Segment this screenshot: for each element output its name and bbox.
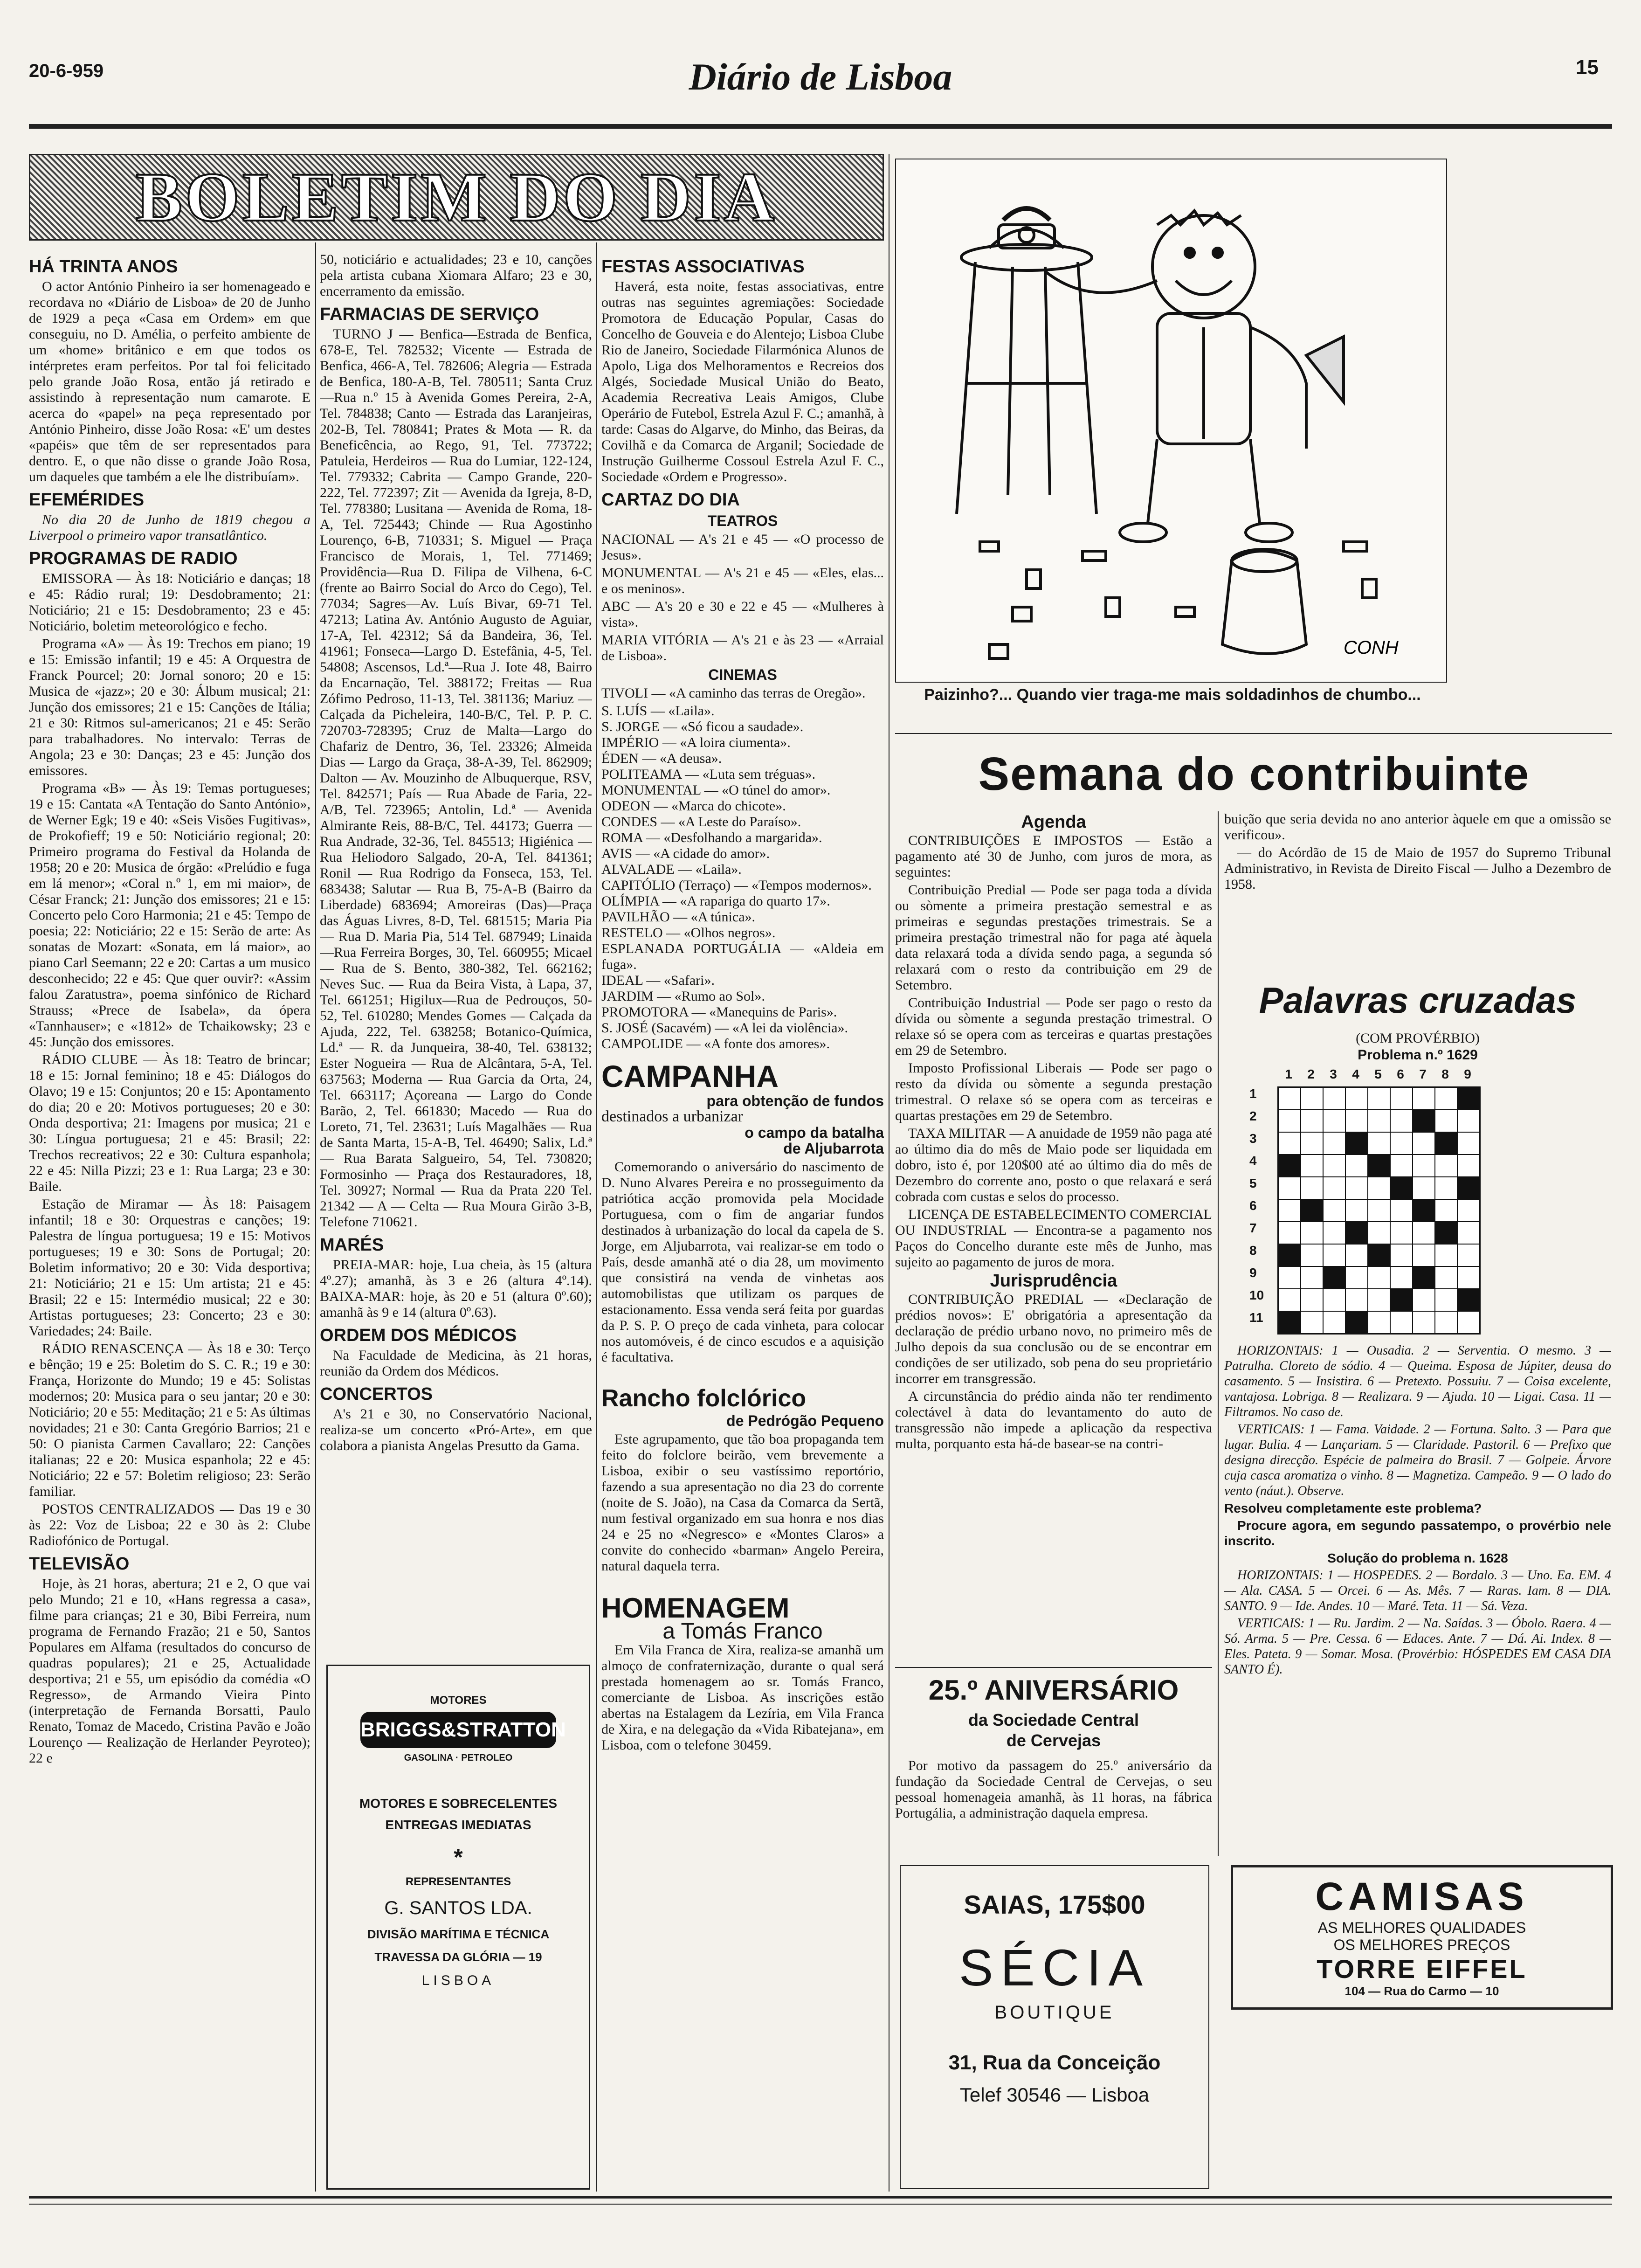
crossword-cell bbox=[1413, 1177, 1435, 1199]
article-text: A's 21 e 30, no Conservatório Nacional, realiza-se um concerto «Pró-Arte», em que colabora a pianista Angelas Presutto da Gama. bbox=[320, 1406, 592, 1453]
ad-line: 31, Rua da Conceição bbox=[948, 2051, 1161, 2074]
clues-vertical: VERTICAIS: 1 — Fama. Vaidade. 2 — Fortuna. Salto. 3 — Para que lugar. Bulia. 4 — Lançariam. 5 — Claridade. Pastoril. 6 — Prefixo que designa direcção. Espécie de palmeira do Brasil. 7 — Golpeie. Árvore cuja casca aromatiza o vinho. 8 — Magnetiza. Campeão. 9 — O lado do vento (náut.). Observe. bbox=[1224, 1422, 1611, 1498]
article-text: EMISSORA — Às 18: Noticiário e danças; 18 e 45: Rádio rural; 19: Desdobramento; 21: Noticiário; 21 e 15: Desdobramento; 23 e 45: Noticiário, boletim meteorológico e fecho. bbox=[29, 571, 310, 634]
crossword-cell bbox=[1301, 1311, 1323, 1334]
crossword-col-numbers bbox=[1277, 1067, 1482, 1082]
crossword-cell bbox=[1390, 1110, 1413, 1132]
semana-title: Semana do contribuinte bbox=[978, 748, 1530, 800]
crossword-cell bbox=[1413, 1132, 1435, 1155]
semana-column-1 bbox=[895, 811, 1212, 1721]
article-text: A circunstância do prédio ainda não ter rendimento colectável à data do levantamento do auto de transgressão não impede a aplicação da respectiva multa, porquanto esta há-de basear-se na contri- bbox=[895, 1389, 1212, 1452]
section-banner bbox=[29, 154, 884, 241]
article-text: Este agrupamento, que tão boa propaganda tem feito do folclore beirão, vem brevemente a Lisboa, exibir o seu vastíssimo reportório, fazendo a sua apresentação no dia 23 do corrente (noite de S. João), na Casa da Comarca da Sertã, num festival organizado em sua honra e nos dias 24 e 25 no «Negresco» e «Montes Claros» a convite do conhecido «barman» Angelo Pereira, natural daquela terra. bbox=[601, 1431, 884, 1574]
crossword-row-numbers bbox=[1249, 1086, 1273, 1333]
homenagem-subtitle: a Tomás Franco bbox=[662, 1619, 823, 1644]
article-text: O actor António Pinheiro ia ser homenageado e recordava no «Diário de Lisboa» de 20 de Junho de 1929 a peça «Casa em Ordem» em que conseguiu, no D. Amélia, o perfeito ambiente de um «home» britânico e em que todos os intérpretes eram perfeitos. Por tal foi felicitado pelo grande João Rosa, então já retirado e assistindo à representação num camarote. E acerca do «papel» na peça representado por António Pinheiro, disse João Rosa: «E' um destes «papéis» que têm de ser representados para dentro. E, o que não disse o grande João Rosa, um daqueles que também a ele lhe distribuíam». bbox=[29, 279, 310, 484]
crossword-cell bbox=[1323, 1311, 1345, 1334]
ad-line: CAMISAS bbox=[1315, 1874, 1529, 1918]
col-number: 7 bbox=[1419, 1067, 1427, 1081]
cartoon-illustration bbox=[896, 159, 1446, 682]
campanha-title: CAMPANHA bbox=[601, 1059, 779, 1093]
solution-vertical: VERTICAIS: 1 — Ru. Jardim. 2 — Na. Saídas. 3 — Óbolo. Raera. 4 — Só. Arma. 5 — Pre. Cessa. 6 — Edaces. Ante. 7 — Dá. Ai. Index. 8 — Eles. Pateta. 9 — Somar. Mosa. (Provérbio: HÓSPEDES EM CASA DIA SANTO É). bbox=[1224, 1616, 1611, 1677]
aniversario-title: 25.º ANIVERSÁRIO bbox=[928, 1674, 1179, 1706]
crossword-cell bbox=[1435, 1222, 1457, 1244]
aniversario-subtitle: de Cervejas bbox=[1006, 1731, 1101, 1750]
ad-line: Telef 30546 — Lisboa bbox=[959, 2084, 1150, 2106]
column-1 bbox=[29, 252, 310, 2192]
bottom-rule bbox=[29, 2196, 1612, 2199]
listing: ROMA — «Desfolhando a margarida». bbox=[601, 830, 822, 845]
crossword-cell bbox=[1457, 1289, 1480, 1311]
article-text: RÁDIO CLUBE — Às 18: Teatro de brincar; 18 e 15: Jornal feminino; 18 e 45: Diálogos do Olavo; 19 e 15: Conjuntos; 20 e 15: Apontamento do dia; 20 e 20: Motivos portugueses; 20 e 30: Onda desportiva; 21: Imagens por musica; 21 e 30: Língua portuguesa; 21 e 45: Brasil; 22: Trechos recreativos; 22 e 30: Cultura espanhola; 22 e 45: Nilla Pizzi; 23 e 1: Rua Larga; 23 e 30: Baile. bbox=[29, 1052, 310, 1194]
rancho-subtitle: de Pedrógão Pequeno bbox=[726, 1412, 884, 1429]
crossword-cell bbox=[1278, 1132, 1301, 1155]
heading-programas-radio: PROGRAMAS DE RADIO bbox=[29, 549, 238, 568]
crossword-cell bbox=[1368, 1177, 1390, 1199]
agenda-heading: Agenda bbox=[1021, 812, 1086, 832]
ad-star: * bbox=[454, 1844, 463, 1870]
article-text: TURNO J — Benfica—Estrada de Benfica, 678-E, Tel. 782532; Vicente — Estrada de Benfica, 466-A, Tel. 782606; Alegria — Estrada de Benfica, 180-A-B, Tel. 780511; Santa Cruz—Rua n.º 15 à Avenida Gomes Pereira, 2-A, Tel. 784838; Canto — Estrada das Laranjeiras, 202-B, Tel. 780841; Prates & Mota — R. da Beneficência, ao Rego, 91, Tel. 773722; Patuleia, Herdeiros — Rua do Lumiar, 122-124, Tel. 779332; Cabrita — Campo Grande, 220-222, Tel. 772397; Zit — Avenida da Igreja, 8-D, Tel. 778380; Lusitana — Avenida de Roma, 18-A, Tel. 725443; Chinde — Rua Agostinho Lourenço, 6-B, 710331; S. Miguel — Praça Francisco de Morais, 1, Tel. 771469; Providência—Rua D. Filipa de Vilhena, 6-C (frente ao Bairro Social do Arco do Cego), Tel. 77034; Sagres—Av. Luís Bivar, 69-71 Tel. 47213; Latina Av. António Augusto de Aguiar, 17-A, Tel. 42312; Sá da Bandeira, 36, Tel. 41961; Fonseca—Largo D. Estefânia, 4-5, Tel. 54808; Ascensos, Ld.ª—Rua J. Iote 48, Bairro da Encarnação, Tel. 388172; Freitas — Rua Zófimo Pedroso, 11-13, Tel. 381136; Mariuz — Calçada da Picheleira, 140-B/C, Tel. P. P. C. 720703-728395; Cruz de Malta—Largo do Chafariz de Dentro, 36, Tel. 23326; Almeida Dias — Largo da Graça, 38-A-39, Tel. 862909; Dalton — Av. Mouzinho de Albuquerque, RSV, Tel. 842571; País — Rua Abade de Faria, 22-A/B, Tel. 723965; Antolin, Ld.ª — Avenida Almirante Reis, 88-B/C, Tel. 44173; Guerra — Rua Andrade, 32-36, Tel. 845513; Higiénica — Rua Heliodoro Salgado, 20-A, Tel. 841361; Ronil — Rua Rodrigo da Fonseca, 153, Tel. 683438; Salutar — Rua B, 75-A-B (Bairro da Liberdade) 683694; Amoreiras (Das)—Praça das Águas Livres, 8-D, Tel. 681515; Maria Pia — Rua D. Maria Pia, 514 Tel. 687949; Linaida—Rua Ferreira Borges, 30, Tel. 660955; Micael — Rua de S. Bento, 380-382, Tel. 662162; Neves Suc. — Rua da Beira Vista, à Lapa, 37, Tel. 661251; Higilux—Rua de Pedrouços, 50-52, Tel. 610280; Mendes Gomes — Calçada da Ajuda, 222, Tel. 638258; Botanico-Química, Ld.ª — R. da Junqueira, 38-40, Tel. 638132; Ester Nogueira — Rua de Alcântara, 5-A, Tel. 637563; Moderna — Rua Garcia da Orta, 24, Tel. 663117; Açoreana — Largo do Conde Barão, 2, Tel. 661830; Macedo — Rua do Loreto, 71, Tel. 23631; Luís Magalhães — Rua de Santa Marta, 15-A-B, Tel. 46490; Salix, Ld.ª — Rua Barata Salgueiro, 54, Tel. 730820; Formosinho — Praça dos Restauradores, 18, Tel. 30927; Normal — Rua da Prata 220 Tel. 21342 — A — Celta — Rua Moura Girão 3-B, Telefone 710621. bbox=[320, 326, 592, 1230]
crossword-cell bbox=[1278, 1177, 1301, 1199]
listing: IMPÉRIO — «A loira ciumenta». bbox=[601, 735, 791, 750]
article-text: POSTOS CENTRALIZADOS — Das 19 e 30 às 22: Voz de Lisboa; 22 e 30 às 2: Clube Radiofónico de Portugal. bbox=[29, 1501, 310, 1549]
divider bbox=[895, 733, 1612, 734]
listing: IDEAL — «Safari». bbox=[601, 973, 715, 988]
col-number: 6 bbox=[1397, 1067, 1404, 1081]
listing: ODEON — «Marca do chicote». bbox=[601, 798, 786, 814]
row-number: 3 bbox=[1249, 1131, 1257, 1146]
ad-line: SÉCIA bbox=[958, 1939, 1151, 1997]
heading-festas: FESTAS ASSOCIATIVAS bbox=[601, 257, 805, 277]
crossword-cell bbox=[1323, 1155, 1345, 1177]
crossword-cell bbox=[1457, 1311, 1480, 1334]
crossword-cell bbox=[1457, 1266, 1480, 1289]
crossword-cell bbox=[1278, 1311, 1301, 1334]
listing: ALVALADE — «Laila». bbox=[601, 862, 742, 877]
crossword-cell bbox=[1345, 1110, 1368, 1132]
crossword-cell bbox=[1435, 1110, 1457, 1132]
col-number: 9 bbox=[1464, 1067, 1471, 1081]
listing: CAPITÓLIO (Terraço) — «Tempos modernos». bbox=[601, 878, 872, 893]
column-2 bbox=[320, 252, 592, 1641]
article-text: Programa «A» — Às 19: Trechos em piano; 19 e 15: Emissão infantil; 19 e 45: A Orquestra de Franck Pourcel; 20: Jornal sonoro; 20 e 15: Musica de «jazz»; 20 e 30: Álbum musical; 21: Junção dos emissores; 21 e 15: Canções de Itália; 21 e 30: Ritmos sul-americanos; 21 e 45: Serão para trabalhadores. No intervalo: Terras de Angola; 23 e 30: Danças; 23 e 45: Junção dos emissores. bbox=[29, 636, 310, 778]
listing: ESPLANADA PORTUGÁLIA — «Aldeia em fuga». bbox=[601, 941, 884, 972]
ad-line: OS MELHORES PREÇOS bbox=[1333, 1936, 1510, 1953]
crossword-cell bbox=[1435, 1087, 1457, 1110]
crossword-cell bbox=[1323, 1087, 1345, 1110]
listing: S. JORGE — «Só ficou a saudade». bbox=[601, 719, 804, 734]
crossword-cell bbox=[1368, 1289, 1390, 1311]
crossword-cell bbox=[1457, 1177, 1480, 1199]
newspaper-title: Diário de Lisboa bbox=[689, 55, 952, 98]
divider bbox=[895, 1667, 1212, 1668]
crossword-subtitle: (COM PROVÉRBIO) bbox=[1356, 1030, 1480, 1046]
row-number: 6 bbox=[1249, 1198, 1257, 1213]
crossword-cell bbox=[1345, 1289, 1368, 1311]
crossword-cell bbox=[1323, 1222, 1345, 1244]
crossword-cell bbox=[1345, 1177, 1368, 1199]
article-text: Haverá, esta noite, festas associativas, entre outras nas seguintes agremiações: Sociedade Promotora de Educação Popular, Casas do Concelho de Gouveia e do Alentejo; Lisboa Clube Rio de Janeiro, Sociedade Filarmónica Alunos de Apolo, Liga dos Melhoramentos e Recreios dos Algés, Sociedade Musical União do Beato, Academia Recreativa Leais Amigos, Clube Operário de Futebol, Estrela Azul F. C.; amanhã, à tarde: Casas do Algarve, do Minho, das Beiras, da Covilhã e da Comarca de Arganil; Sociedade de Instrução Guilherme Cossoul Estrela Azul F. C., Sociedade «Ordem e Progresso». bbox=[601, 279, 884, 484]
aniversario-text bbox=[895, 1758, 1212, 1851]
masthead-rule bbox=[29, 124, 1612, 129]
briggs-stratton-ad bbox=[326, 1665, 590, 2190]
page-number: 15 bbox=[1576, 56, 1599, 79]
crossword-cell bbox=[1435, 1132, 1457, 1155]
heading-concertos: CONCERTOS bbox=[320, 1384, 433, 1404]
crossword-cell bbox=[1457, 1244, 1480, 1266]
crossword-cell bbox=[1345, 1199, 1368, 1222]
column-rule bbox=[596, 242, 597, 2192]
bottom-rule bbox=[29, 2204, 1612, 2205]
crossword-cell bbox=[1413, 1087, 1435, 1110]
col-number: 1 bbox=[1285, 1067, 1292, 1081]
crossword-cell bbox=[1301, 1132, 1323, 1155]
crossword-cell bbox=[1413, 1289, 1435, 1311]
crossword-cell bbox=[1435, 1266, 1457, 1289]
ad-line: MOTORES E SOBRECELENTES bbox=[359, 1796, 558, 1811]
listing: MONUMENTAL — «O túnel do amor». bbox=[601, 782, 831, 798]
crossword-cell bbox=[1368, 1087, 1390, 1110]
crossword-cell bbox=[1368, 1266, 1390, 1289]
campanha-subtitle: para obtenção de fundos bbox=[706, 1093, 884, 1109]
crossword-cell bbox=[1301, 1155, 1323, 1177]
cartoon-frame bbox=[895, 159, 1447, 683]
crossword-cell bbox=[1390, 1177, 1413, 1199]
listing: AVIS — «A cidade do amor». bbox=[601, 846, 770, 861]
heading-cartaz: CARTAZ DO DIA bbox=[601, 490, 740, 510]
homenagem-title: HOMENAGEM bbox=[601, 1592, 790, 1624]
listing: CAMPOLIDE — «A fonte dos amores». bbox=[601, 1036, 830, 1051]
ad-line: 104 — Rua do Carmo — 10 bbox=[1345, 1984, 1499, 1998]
aniversario-subtitle: da Sociedade Central bbox=[968, 1710, 1139, 1729]
crossword-cell bbox=[1278, 1289, 1301, 1311]
crossword-cell bbox=[1345, 1222, 1368, 1244]
subheading-teatros: TEATROS bbox=[707, 512, 778, 529]
crossword-cell bbox=[1278, 1199, 1301, 1222]
row-number: 10 bbox=[1249, 1288, 1264, 1302]
heading-mares: MARÉS bbox=[320, 1235, 384, 1255]
heading-ha-trinta-anos: HÁ TRINTA ANOS bbox=[29, 257, 178, 277]
campanha-subtitle: o campo da batalha bbox=[745, 1124, 884, 1141]
article-text: Em Vila Franca de Xira, realiza-se amanhã um almoço de confraternização, durante o qual será prestada homenagem ao sr. Tomás Franco, comerciante de Lisboa. As inscrições estão abertas na Estalagem da Lezíria, em Vila Franca de Xira, e na delegação da «Vida Ribatejana», em Lisboa, com o telefone 30459. bbox=[601, 1642, 884, 1753]
article-text: CONTRIBUIÇÃO PREDIAL — «Declaração de prédios novos»: E' obrigatória a apresentação da declaração de prédio urbano novo, no primeiro mês de Julho depois da sua conclusão ou de se encontrar em condições de ser utilizado, sob pena do seu proprietário incorrer em transgressão. bbox=[895, 1292, 1212, 1386]
article-text: CONTRIBUIÇÕES E IMPOSTOS — Estão a pagamento até 30 de Junho, com juros de mora, as seguintes: bbox=[895, 833, 1212, 880]
article-text: Estação de Miramar — Às 18: Paisagem infantil; 18 e 30: Orquestras e canções; 19: Palestra de língua portuguesa; 19 e 15: Motivos portugueses; 19 e 30: Sons de Portugal; 20: Boletim informativo; 20 e 30: Vida desportiva; 21: Noticiário; 21 e 15: Um artista; 21 e 45: Brasil; 22 e 15: Intermédio musical; 22 e 30: Artistas portugueses; 23: Concerto; 23 e 30: Variedades; 24: Baile. bbox=[29, 1196, 310, 1339]
crossword-cell bbox=[1413, 1199, 1435, 1222]
listing: PAVILHÃO — «A túnica». bbox=[601, 909, 756, 925]
ad-line: BOUTIQUE bbox=[994, 2002, 1115, 2023]
article-text: Hoje, às 21 horas, abertura; 21 e 2, O que vai pelo Mundo; 21 e 10, «Hans regressa a casa», filme para crianças; 21 e 30, Bibi Ferreira, num programa de Fernando Frazão; 21 e 50, Santos Populares em Alfama (resultados do concurso de quadras populares); 21 e 25, Actualidade desportiva; 21 e 55, um episódio da comédia «O Regresso», de Armando Vieira Pinto (interpretação de Fernanda Borsatti, Paulo Renato, Tomaz de Macedo, Cristina Pavão e João Lourenço — Realização de Herlander Peyroteo); 22 e bbox=[29, 1576, 310, 1766]
ad-line: REPRESENTANTES bbox=[405, 1875, 511, 1888]
crossword-cell bbox=[1301, 1266, 1323, 1289]
ad-brand: BRIGGS&STRATTON bbox=[360, 1712, 556, 1748]
crossword-cell bbox=[1368, 1244, 1390, 1266]
crossword-cell bbox=[1278, 1087, 1301, 1110]
crossword-prompt: Resolveu completamente este problema? bbox=[1224, 1501, 1482, 1515]
col-number: 3 bbox=[1330, 1067, 1337, 1081]
crossword-cell bbox=[1278, 1110, 1301, 1132]
ad-line: G. SANTOS LDA. bbox=[384, 1898, 532, 1918]
section-title: BOLETIM DO DIA bbox=[136, 159, 777, 236]
crossword-cell bbox=[1323, 1199, 1345, 1222]
ad-line: ENTREGAS IMEDIATAS bbox=[385, 1818, 531, 1832]
article-text: Imposto Profissional Liberais — Pode ser pago o resto da dívida ou sòmente a segunda prestação trimestral. O relaxe só se opera com as terceiras e quartas prestações em 29 de Setembro. bbox=[895, 1060, 1212, 1123]
crossword-cell bbox=[1435, 1199, 1457, 1222]
row-number: 8 bbox=[1249, 1243, 1257, 1258]
row-number: 1 bbox=[1249, 1086, 1257, 1101]
listing: ABC — A's 20 e 30 e 22 e 45 — «Mulheres à vista». bbox=[601, 599, 884, 630]
crossword-cell bbox=[1345, 1311, 1368, 1334]
article-text: Contribuição Predial — Pode ser paga toda a dívida ou sòmente a primeira prestação semestral e as primeiras e segundas prestações trimestrais. Se a primeira prestação trimestral não for paga até àquela data relaxará toda a dívida sendo paga, a segunda só relaxará com o resto da contribuição em 29 de Setembro. bbox=[895, 882, 1212, 993]
article-text: buição que seria devida no ano anterior àquele em que a omissão se verificou». bbox=[1224, 811, 1611, 843]
listing: MONUMENTAL — A's 21 e 45 — «Eles, elas... e os meninos». bbox=[601, 565, 884, 596]
crossword-cell bbox=[1390, 1266, 1413, 1289]
article-text: — do Acórdão de 15 de Maio de 1957 do Supremo Tribunal Administrativo, in Revista de Direito Fiscal — Julho a Dezembro de 1958. bbox=[1224, 845, 1611, 892]
article-text: No dia 20 de Junho de 1819 chegou a Liverpool o primeiro vapor transatlântico. bbox=[29, 512, 310, 543]
crossword-cell bbox=[1413, 1311, 1435, 1334]
crossword-cell bbox=[1278, 1244, 1301, 1266]
crossword-cell bbox=[1457, 1222, 1480, 1244]
crossword-cell bbox=[1323, 1289, 1345, 1311]
row-number: 9 bbox=[1249, 1265, 1257, 1280]
article-text: Programa «B» — Às 19: Temas portugueses; 19 e 15: Cantata «A Tentação do Santo António», de Werner Egk; 19 e 40: «Seis Visões Fugitivas», de Prokofieff; 19 e 50: Noticiário regional; 20: Primeiro programa do Festival da Holanda de 1958; 20 e 20: Musica de órgão: «Prelúdio e fuga em lá menor»; «Coral n.º 1, em mi maior», de César Franck; 21: Junção dos emissores; 21 e 15: Concerto pelo Coro Harmonia; 21 e 45: Tempo de poesia; 22: Noticiário; 22 e 15: Serão de arte: As sonatas de Mozart: «Sonata, em lá maior», ao piano Carl Seemann; 22 e 20: Cartas a um musico desconhecido; 22 e 45: Que quer ouvir?: «Assim falou Zaratustra», poema sinfónico de Richard Strauss; «Prece de Isabela», da ópera «Tannhauser»; e «1812» de Tchaikowsky; 23 e 45: Junção dos emissores. bbox=[29, 781, 310, 1050]
crossword-cell bbox=[1390, 1132, 1413, 1155]
crossword-cell bbox=[1301, 1110, 1323, 1132]
crossword-cell bbox=[1323, 1132, 1345, 1155]
article-text: TAXA MILITAR — A anuidade de 1959 não paga até ao último dia do mês de Maio pode ser liquidada em dobro, isto é, por 120$00 até ao último dia do mês de Dezembro do corrente ano, posto o que relaxará e será cobrada com custas e selos do processo. bbox=[895, 1126, 1212, 1204]
campanha-subtitle: de Aljubarrota bbox=[783, 1140, 884, 1157]
article-text: 50, noticiário e actualidades; 23 e 10, canções pela artista cubana Xiomara Alfaro; 23 e 30, encerramento da emissão. bbox=[320, 252, 592, 299]
crossword-cell bbox=[1413, 1155, 1435, 1177]
listing: JARDIM — «Rumo ao Sol». bbox=[601, 989, 765, 1004]
subheading-cinemas: CINEMAS bbox=[708, 666, 777, 683]
article-text: Comemorando o aniversário do nascimento de D. Nuno Alvares Pereira e no prosseguimento da patriótica acção promovida pela Mocidade Portuguesa, com o fim de angariar fundos destinados à urbanização do local da capela de S. Jorge, em Aljubarrota, vai realizar-se em todo o País, desde amanhã até o dia 28, um movimento que consistirá na venda de vinhetas aos automobilistas que utilizam os parques de estacionamento. Essa venda será feita por guardas da P. S. P. O preço de cada vinheta, para colocar nos automóveis, é de cinco escudos e a aquisição é facultativa. bbox=[601, 1159, 884, 1365]
crossword-cell bbox=[1368, 1155, 1390, 1177]
article-text: RÁDIO RENASCENÇA — Às 18 e 30: Terço e bênção; 19 e 25: Boletim do S. C. R.; 19 e 30: França, Horizonte do Mundo; 19 e 45: Solistas modernos; 20: Musica para o seu jantar; 20 e 30: Noticiário; 20 e 55: Meditação; 21 e 5: As últimas novidades; 21 e 30: Canta Gregório Barrios; 21 e 50: O pianista Carmen Cavallaro; 22: Canções italianas; 22 e 20: Musica espanhola; 22 e 45: Noticiário; 22 e 57: Boletim religioso; 23: Serão familiar. bbox=[29, 1341, 310, 1499]
ad-line: SAIAS, 175$00 bbox=[964, 1890, 1145, 1919]
crossword-clues bbox=[1224, 1343, 1611, 1856]
issue-date: 20-6-959 bbox=[29, 61, 104, 81]
col-number: 8 bbox=[1441, 1067, 1449, 1081]
crossword-cell bbox=[1301, 1199, 1323, 1222]
secia-ad bbox=[900, 1865, 1209, 2189]
crossword-cell bbox=[1301, 1087, 1323, 1110]
crossword-cell bbox=[1368, 1132, 1390, 1155]
ad-line: DIVISÃO MARÍTIMA E TÉCNICA bbox=[367, 1927, 550, 1941]
heading-efemerides: EFEMÉRIDES bbox=[29, 490, 145, 510]
semana-column-2 bbox=[1224, 811, 1611, 1007]
crossword-cell bbox=[1435, 1311, 1457, 1334]
crossword-cell bbox=[1301, 1177, 1323, 1199]
listing: OLÍMPIA — «A rapariga do quarto 17». bbox=[601, 893, 830, 909]
listing: PROMOTORA — «Manequins de Paris». bbox=[601, 1004, 837, 1020]
crossword-cell bbox=[1278, 1222, 1301, 1244]
crossword-cell bbox=[1345, 1132, 1368, 1155]
crossword-cell bbox=[1345, 1244, 1368, 1266]
crossword-cell bbox=[1457, 1110, 1480, 1132]
ad-line: TRAVESSA DA GLÓRIA — 19 bbox=[374, 1950, 542, 1964]
crossword-cell bbox=[1435, 1177, 1457, 1199]
listing: S. LUÍS — «Laila». bbox=[601, 703, 715, 719]
crossword-cell bbox=[1301, 1222, 1323, 1244]
crossword-cell bbox=[1390, 1289, 1413, 1311]
listing: TIVOLI — «A caminho das terras de Oregão». bbox=[601, 685, 866, 701]
crossword-title: Palavras cruzadas bbox=[1259, 980, 1577, 1021]
row-number: 4 bbox=[1249, 1154, 1257, 1168]
crossword-cell bbox=[1435, 1155, 1457, 1177]
column-3 bbox=[601, 252, 884, 2192]
crossword-cell bbox=[1457, 1132, 1480, 1155]
row-number: 7 bbox=[1249, 1221, 1257, 1235]
row-number: 11 bbox=[1249, 1310, 1263, 1325]
column-rule bbox=[1218, 811, 1219, 1856]
torre-eiffel-ad bbox=[1231, 1865, 1613, 2010]
solution-horizontal: HORIZONTAIS: 1 — HOSPEDES. 2 — Bordalo. 3 — Uno. Ea. EM. 4 — Ala. CASA. 5 — Orcei. 6 — As. Mês. 7 — Raras. Iam. 8 — DIA. SANTO. 9 — Ide. Andes. 10 — Maré. Teta. 11 — Sá. Veza. bbox=[1224, 1568, 1611, 1613]
crossword-cell bbox=[1345, 1155, 1368, 1177]
article-text: Por motivo da passagem do 25.º aniversário da fundação da Sociedade Central de Cervejas, o seu pessoal homenageia amanhã, às 11 horas, na fábrica Portugália, a administração daquela empresa. bbox=[895, 1758, 1212, 1821]
crossword-cell bbox=[1323, 1244, 1345, 1266]
listing: MARIA VITÓRIA — A's 21 e às 23 — «Arraial de Lisboa». bbox=[601, 632, 884, 664]
crossword-cell bbox=[1457, 1087, 1480, 1110]
column-rule bbox=[315, 242, 316, 2192]
crossword-cell bbox=[1390, 1222, 1413, 1244]
crossword-cell bbox=[1457, 1199, 1480, 1222]
crossword-cell bbox=[1390, 1311, 1413, 1334]
crossword-cell bbox=[1413, 1244, 1435, 1266]
col-number: 4 bbox=[1352, 1067, 1359, 1081]
crossword-cell bbox=[1457, 1155, 1480, 1177]
listing: RESTELO — «Olhos negros». bbox=[601, 925, 776, 940]
crossword-cell bbox=[1368, 1199, 1390, 1222]
campanha-subtitle: destinados a urbanizar bbox=[601, 1108, 743, 1125]
ad-top: MOTORES bbox=[430, 1694, 487, 1707]
col-number: 2 bbox=[1307, 1067, 1315, 1081]
crossword-cell bbox=[1345, 1087, 1368, 1110]
crossword-cell bbox=[1301, 1289, 1323, 1311]
row-number: 2 bbox=[1249, 1109, 1257, 1123]
article-text: LICENÇA DE ESTABELECIMENTO COMERCIAL OU INDUSTRIAL — Encontra-se a pagamento nos Paços do Concelho durante este mês de Junho, mas sujeito ao pagamento de juros de mora. bbox=[895, 1207, 1212, 1270]
crossword-cell bbox=[1323, 1110, 1345, 1132]
crossword-cell bbox=[1390, 1155, 1413, 1177]
solution-heading: Solução do problema n. 1628 bbox=[1327, 1551, 1508, 1565]
crossword-cell bbox=[1323, 1177, 1345, 1199]
ad-line: LISBOA bbox=[421, 1973, 495, 1988]
crossword-prompt: Procure agora, em segundo passatempo, o provérbio nele inscrito. bbox=[1224, 1518, 1611, 1548]
listing: CONDES — «A Leste do Paraíso». bbox=[601, 814, 801, 830]
crossword-cell bbox=[1278, 1155, 1301, 1177]
heading-televisao: TELEVISÃO bbox=[29, 1554, 130, 1574]
crossword-cell bbox=[1390, 1087, 1413, 1110]
crossword-cell bbox=[1368, 1110, 1390, 1132]
crossword-grid bbox=[1277, 1086, 1481, 1335]
article-text: Na Faculdade de Medicina, às 21 horas, reunião da Ordem dos Médicos. bbox=[320, 1348, 592, 1379]
cartoon-signature: CONH bbox=[1344, 637, 1399, 658]
listing: S. JOSÉ (Sacavém) — «A lei da violência». bbox=[601, 1020, 848, 1036]
clues-horizontal: HORIZONTAIS: 1 — Ousadia. 2 — Serventia. O mesmo. 3 — Patrulha. Cloreto de sódio. 4 — Queima. Esposa de Júpiter, deusa do casamento. 5 — Insistira. 6 — Pretexto. Possuiu. 7 — Coisa excelente, vantajosa. Lobriga. 8 — Realizara. 9 — Ajuda. 10 — Ligai. Casa. 11 — Filtramos. No caso de. bbox=[1224, 1343, 1611, 1419]
heading-farmacias: FARMACIAS DE SERVIÇO bbox=[320, 304, 539, 324]
heading-ordem-medicos: ORDEM DOS MÉDICOS bbox=[320, 1326, 517, 1345]
article-text: Contribuição Industrial — Pode ser pago o resto da dívida ou sòmente a segunda prestação trimestral. O relaxe só se opera com as terceiras e quartas prestações em 29 de Setembro. bbox=[895, 995, 1212, 1058]
listing: ÉDEN — «A deusa». bbox=[601, 751, 722, 766]
ad-line: TORRE EIFFEL bbox=[1317, 1954, 1527, 1984]
crossword-cell bbox=[1390, 1244, 1413, 1266]
crossword-cell bbox=[1278, 1266, 1301, 1289]
row-number: 5 bbox=[1249, 1176, 1257, 1190]
ad-sub: GASOLINA · PETROLEO bbox=[404, 1753, 513, 1763]
crossword-problem: Problema n.º 1629 bbox=[1358, 1047, 1478, 1063]
listing: NACIONAL — A's 21 e 45 — «O processo de Jesus». bbox=[601, 532, 884, 563]
crossword-cell bbox=[1390, 1199, 1413, 1222]
crossword-cell bbox=[1368, 1311, 1390, 1334]
cartoon-caption: Paizinho?... Quando vier traga-me mais soldadinhos de chumbo... bbox=[924, 686, 1421, 704]
crossword-cell bbox=[1413, 1222, 1435, 1244]
listing: POLITEAMA — «Luta sem tréguas». bbox=[601, 767, 816, 782]
rancho-title: Rancho folclórico bbox=[601, 1385, 807, 1412]
col-number: 5 bbox=[1374, 1067, 1382, 1081]
crossword-cell bbox=[1413, 1266, 1435, 1289]
crossword-cell bbox=[1413, 1110, 1435, 1132]
ad-line: AS MELHORES QUALIDADES bbox=[1317, 1919, 1526, 1936]
crossword-cell bbox=[1323, 1266, 1345, 1289]
crossword-cell bbox=[1368, 1222, 1390, 1244]
jurisprudencia-heading: Jurisprudência bbox=[990, 1271, 1117, 1291]
crossword-cell bbox=[1345, 1266, 1368, 1289]
article-text: PREIA-MAR: hoje, Lua cheia, às 15 (altura 4º.27); amanhã, às 3 e 26 (altura 4º.14). BAIXA-MAR: hoje, às 20 e 51 (altura 0º.60); amanhã às 9 e 14 (altura 0º.63). bbox=[320, 1257, 592, 1320]
crossword-cell bbox=[1435, 1244, 1457, 1266]
crossword-cell bbox=[1435, 1289, 1457, 1311]
crossword-cell bbox=[1301, 1244, 1323, 1266]
